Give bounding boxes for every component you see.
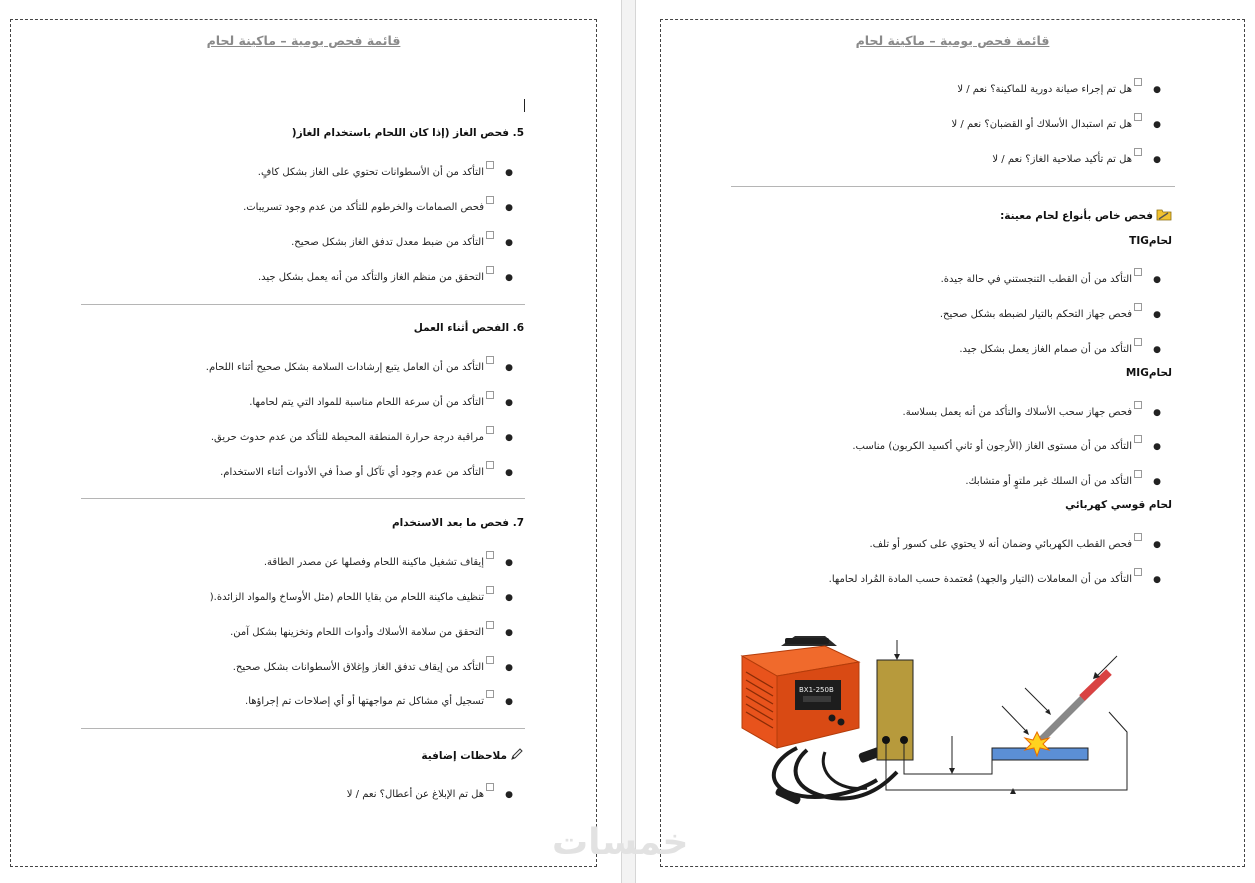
checkbox[interactable] [1134, 470, 1142, 478]
folder-icon [1156, 207, 1172, 221]
checklist-item[interactable]: ●التأكد من إيقاف تدفق الغاز وإغلاق الأسطوانات بشكل صحيح. [233, 656, 524, 673]
bullet-icon: ● [1153, 85, 1161, 95]
checklist-item[interactable]: ●هل تم إجراء صيانة دورية للماكينة؟ نعم / لا [957, 78, 1172, 95]
section-heading-notes: ملاحظات إضافية [421, 747, 524, 762]
section-heading-special: فحص خاص بأنواع لحام معينة: [1000, 207, 1172, 222]
bullet-icon: ● [1153, 310, 1161, 320]
page-header: قائمة فحص يومية – ماكينة لحام [206, 33, 401, 48]
checklist-item[interactable]: ●فحص جهاز التحكم بالتيار لضبطه بشكل صحيح. [940, 303, 1172, 320]
bullet-icon: ● [505, 398, 513, 408]
bullet-icon: ● [505, 273, 513, 283]
bullet-icon: ● [505, 238, 513, 248]
checklist-item[interactable]: ●مراقبة درجة حرارة المنطقة المحيطة للتأكد من عدم حدوث حريق. [211, 426, 524, 443]
checkbox[interactable] [486, 356, 494, 364]
bullet-icon: ● [1153, 345, 1161, 355]
checklist-item[interactable]: ●فحص القطب الكهربائي وضمان أنه لا يحتوي على كسور أو تلف. [870, 533, 1173, 550]
checkbox[interactable] [486, 551, 494, 559]
checklist-item[interactable]: ●التأكد من أن السلك غير ملتوٍ أو متشابك. [965, 470, 1172, 487]
checkbox[interactable] [1134, 435, 1142, 443]
checkbox[interactable] [1134, 148, 1142, 156]
checkbox[interactable] [1134, 78, 1142, 86]
checklist-item[interactable]: ●إيقاف تشغيل ماكينة اللحام وفصلها عن مصدر الطاقة. [264, 551, 524, 568]
page-gutter [621, 0, 636, 883]
bullet-icon: ● [1153, 575, 1161, 585]
document-page-left [10, 19, 597, 867]
machine-model-label: BX1-250B [799, 686, 834, 694]
bullet-icon: ● [505, 593, 513, 603]
bullet-icon: ● [505, 663, 513, 673]
checklist-item[interactable]: ●التأكد من أن سرعة اللحام مناسبة للمواد التي يتم لحامها. [249, 391, 524, 408]
welding-machine-image [742, 636, 897, 805]
section-heading-gas: 5. فحص الغاز (إذا كان اللحام باستخدام الغاز( [291, 127, 524, 139]
checklist-item[interactable]: ●التحقق من منظم الغاز والتأكد من أنه يعمل بشكل جيد. [258, 266, 524, 283]
bullet-icon: ● [505, 203, 513, 213]
checklist-item[interactable]: ●التأكد من أن المعاملات (التيار والجهد) مُعتمدة حسب المادة المُراد لحامها. [829, 568, 1172, 585]
checklist-item[interactable]: ●التأكد من ضبط معدل تدفق الغاز بشكل صحيح. [291, 231, 524, 248]
welding-illustration [737, 632, 1187, 812]
bullet-icon: ● [1153, 155, 1161, 165]
checklist-item[interactable]: ●التأكد من أن القطب التنجستني في حالة جيدة. [941, 268, 1172, 285]
checklist-item[interactable]: ●هل تم استبدال الأسلاك أو القضبان؟ نعم / لا [952, 113, 1172, 130]
section-heading-after-use: 7. فحص ما بعد الاستخدام [391, 517, 524, 529]
checkbox[interactable] [1134, 113, 1142, 121]
checkbox[interactable] [486, 621, 494, 629]
bullet-icon: ● [1153, 442, 1161, 452]
page-header: قائمة فحص يومية – ماكينة لحام [855, 33, 1050, 48]
checkbox[interactable] [486, 391, 494, 399]
divider [81, 498, 525, 499]
checklist-item[interactable]: ●التأكد من أن مستوى الغاز (الأرجون أو ثاني أكسيد الكربون) مناسب. [852, 435, 1172, 452]
checkbox[interactable] [486, 690, 494, 698]
checkbox[interactable] [486, 656, 494, 664]
text-cursor [524, 99, 525, 112]
checklist-item[interactable]: ●هل تم تأكيد صلاحية الغاز؟ نعم / لا [992, 148, 1172, 165]
checklist-item[interactable]: ●فحص جهاز سحب الأسلاك والتأكد من أنه يعمل بسلاسة. [903, 401, 1172, 418]
checkbox[interactable] [486, 196, 494, 204]
bullet-icon: ● [505, 168, 513, 178]
checkbox[interactable] [486, 586, 494, 594]
document-page-right [660, 19, 1245, 867]
bullet-icon: ● [505, 697, 513, 707]
checkbox[interactable] [1134, 303, 1142, 311]
checkbox[interactable] [1134, 268, 1142, 276]
divider [81, 728, 525, 729]
bullet-icon: ● [1153, 540, 1161, 550]
checklist-item[interactable]: ●التأكد من أن الأسطوانات تحتوي على الغاز بشكل كافٍ. [258, 161, 524, 178]
checkbox[interactable] [486, 266, 494, 274]
divider [81, 304, 525, 305]
divider [731, 186, 1175, 187]
bullet-icon: ● [505, 790, 513, 800]
bullet-icon: ● [505, 468, 513, 478]
bullet-icon: ● [1153, 477, 1161, 487]
checkbox[interactable] [486, 231, 494, 239]
checklist-item[interactable]: ●تسجيل أي مشاكل تم مواجهتها أو أي إصلاحات تم إجراؤها. [245, 690, 524, 707]
checklist-item[interactable]: ●هل تم الإبلاغ عن أعطال؟ نعم / لا [347, 783, 524, 800]
checkbox[interactable] [1134, 568, 1142, 576]
watermark: خمسات [552, 822, 689, 863]
checkbox[interactable] [1134, 533, 1142, 541]
welding-schematic [877, 640, 1127, 794]
checklist-item[interactable]: ●التأكد من عدم وجود أي تآكل أو صدأ في الأدوات أثناء الاستخدام. [220, 461, 524, 478]
checkbox[interactable] [486, 161, 494, 169]
checkbox[interactable] [486, 461, 494, 469]
group-heading-arc: لحام قوسي كهربائي [1065, 499, 1172, 511]
checkbox[interactable] [486, 426, 494, 434]
checklist-item[interactable]: ●فحص الصمامات والخرطوم للتأكد من عدم وجود تسريبات. [243, 196, 524, 213]
bullet-icon: ● [1153, 275, 1161, 285]
pencil-icon [510, 747, 524, 761]
checklist-item[interactable]: ●التأكد من أن العامل يتبع إرشادات السلامة بشكل صحيح أثناء اللحام. [206, 356, 524, 373]
checkbox[interactable] [1134, 338, 1142, 346]
bullet-icon: ● [1153, 408, 1161, 418]
bullet-icon: ● [505, 628, 513, 638]
checkbox[interactable] [486, 783, 494, 791]
checklist-item[interactable]: ●التأكد من أن صمام الغاز يعمل بشكل جيد. [959, 338, 1172, 355]
checklist-item[interactable]: ●تنظيف ماكينة اللحام من بقايا اللحام (مثل الأوساخ والمواد الزائدة.( [210, 586, 524, 603]
group-heading-tig: لحامTIG [1129, 235, 1172, 247]
bullet-icon: ● [1153, 120, 1161, 130]
checkbox[interactable] [1134, 401, 1142, 409]
bullet-icon: ● [505, 433, 513, 443]
bullet-icon: ● [505, 558, 513, 568]
group-heading-mig: لحامMIG [1125, 367, 1172, 379]
section-heading-during-work: 6. الفحص أثناء العمل [413, 322, 524, 334]
checklist-item[interactable]: ●التحقق من سلامة الأسلاك وأدوات اللحام وتخزينها بشكل آمن. [230, 621, 524, 638]
bullet-icon: ● [505, 363, 513, 373]
